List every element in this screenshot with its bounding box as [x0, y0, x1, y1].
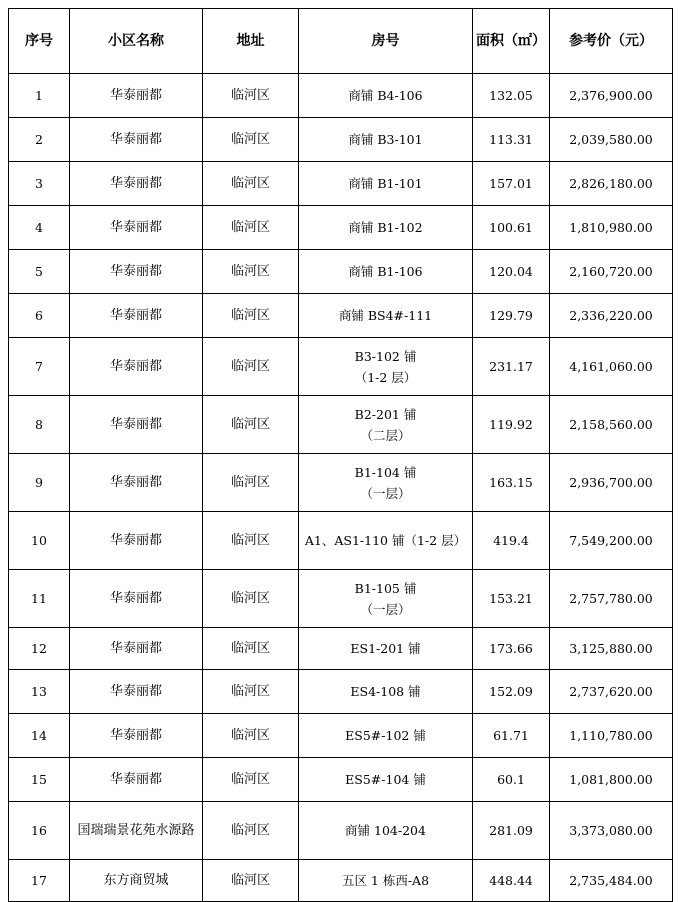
cell-address: 临河区: [203, 670, 299, 714]
cell-serial-number: 10: [9, 512, 70, 570]
cell-serial-number: 12: [9, 628, 70, 670]
cell-address: 临河区: [203, 714, 299, 758]
cell-reference-price: 2,336,220.00: [550, 294, 673, 338]
cell-community-name: 华泰丽都: [70, 338, 203, 396]
room-number-line: A1、AS1-110 铺（1-2 层）: [304, 533, 467, 548]
cell-reference-price: 2,735,484.00: [550, 860, 673, 902]
cell-room-number: [299, 860, 473, 902]
room-number-line: B1-105 铺: [354, 580, 417, 596]
cell-community-name: 华泰丽都: [70, 670, 203, 714]
table-row: [9, 758, 673, 802]
cell-serial-number: 9: [9, 454, 70, 512]
cell-reference-price: 4,161,060.00: [550, 338, 673, 396]
table-row: [9, 250, 673, 294]
cell-community-name: 华泰丽都: [70, 294, 203, 338]
cell-address: 临河区: [203, 512, 299, 570]
cell-room-number: [299, 338, 473, 396]
cell-reference-price: 1,110,780.00: [550, 714, 673, 758]
table-body: [9, 74, 673, 902]
cell-address: 临河区: [203, 454, 299, 512]
cell-reference-price: 3,125,880.00: [550, 628, 673, 670]
cell-room-number: [299, 570, 473, 628]
header-community-name: 小区名称: [70, 9, 203, 74]
cell-serial-number: 4: [9, 206, 70, 250]
cell-area: 419.4: [473, 512, 550, 570]
cell-reference-price: 3,373,080.00: [550, 802, 673, 860]
room-number-line: （二层）: [360, 427, 411, 443]
room-number-line: 商铺 B4-106: [348, 88, 423, 103]
cell-area: 448.44: [473, 860, 550, 902]
table-row: [9, 670, 673, 714]
cell-reference-price: 2,757,780.00: [550, 570, 673, 628]
cell-area: 120.04: [473, 250, 550, 294]
room-number-line: （一层）: [360, 485, 411, 501]
cell-community-name: 华泰丽都: [70, 206, 203, 250]
cell-area: 60.1: [473, 758, 550, 802]
room-number-line: B3-102 铺: [354, 348, 417, 364]
room-number-line: （1-2 层）: [354, 369, 417, 385]
cell-community-name: 华泰丽都: [70, 162, 203, 206]
room-number-line: 商铺 B3-101: [348, 132, 423, 147]
cell-address: 临河区: [203, 250, 299, 294]
cell-serial-number: 6: [9, 294, 70, 338]
cell-serial-number: 3: [9, 162, 70, 206]
cell-serial-number: 2: [9, 118, 70, 162]
header-address: 地址: [203, 9, 299, 74]
cell-area: 153.21: [473, 570, 550, 628]
table-row: [9, 570, 673, 628]
table-row: [9, 162, 673, 206]
cell-area: 100.61: [473, 206, 550, 250]
cell-address: 临河区: [203, 758, 299, 802]
cell-room-number: [299, 118, 473, 162]
table-row: [9, 294, 673, 338]
header-reference-price: 参考价（元）: [550, 9, 673, 74]
cell-address: 临河区: [203, 294, 299, 338]
cell-community-name: 华泰丽都: [70, 454, 203, 512]
cell-reference-price: 2,160,720.00: [550, 250, 673, 294]
header-area: 面积（㎡）: [473, 9, 550, 74]
room-number-line: ES5#-104 铺: [345, 772, 426, 787]
cell-address: 临河区: [203, 396, 299, 454]
table-row: [9, 802, 673, 860]
cell-room-number: [299, 250, 473, 294]
room-number-line: 商铺 B1-106: [348, 264, 423, 279]
cell-area: 231.17: [473, 338, 550, 396]
cell-address: 临河区: [203, 860, 299, 902]
header-room-number: 房号: [299, 9, 473, 74]
cell-room-number: [299, 206, 473, 250]
cell-reference-price: 2,936,700.00: [550, 454, 673, 512]
table-row: [9, 118, 673, 162]
cell-area: 119.92: [473, 396, 550, 454]
room-number-line: 商铺 104-204: [345, 823, 426, 838]
cell-room-number: [299, 670, 473, 714]
table-row: [9, 454, 673, 512]
table-row: [9, 628, 673, 670]
cell-address: 临河区: [203, 338, 299, 396]
cell-reference-price: 2,737,620.00: [550, 670, 673, 714]
cell-address: 临河区: [203, 206, 299, 250]
cell-room-number: [299, 74, 473, 118]
cell-community-name: 华泰丽都: [70, 396, 203, 454]
cell-reference-price: 2,826,180.00: [550, 162, 673, 206]
cell-area: 129.79: [473, 294, 550, 338]
cell-address: 临河区: [203, 74, 299, 118]
cell-area: 152.09: [473, 670, 550, 714]
cell-serial-number: 17: [9, 860, 70, 902]
cell-address: 临河区: [203, 628, 299, 670]
cell-room-number: [299, 512, 473, 570]
room-number-line: ES5#-102 铺: [345, 728, 426, 743]
table-row: [9, 714, 673, 758]
cell-community-name: 东方商贸城: [70, 860, 203, 902]
cell-area: 157.01: [473, 162, 550, 206]
cell-room-number: [299, 714, 473, 758]
cell-room-number: [299, 162, 473, 206]
cell-community-name: 华泰丽都: [70, 714, 203, 758]
cell-serial-number: 1: [9, 74, 70, 118]
cell-area: 281.09: [473, 802, 550, 860]
room-number-line: ES4-108 铺: [350, 684, 421, 699]
room-number-line: B2-201 铺: [354, 406, 417, 422]
cell-community-name: 国瑞瑞景花苑水源路: [70, 802, 203, 860]
table-row: [9, 74, 673, 118]
cell-address: 临河区: [203, 802, 299, 860]
table-header-row: [9, 9, 673, 74]
cell-community-name: 华泰丽都: [70, 74, 203, 118]
cell-community-name: 华泰丽都: [70, 570, 203, 628]
room-number-line: 五区 1 栋西-A8: [341, 873, 430, 888]
cell-room-number: [299, 396, 473, 454]
cell-serial-number: 13: [9, 670, 70, 714]
cell-reference-price: 2,158,560.00: [550, 396, 673, 454]
table-row: [9, 860, 673, 902]
cell-address: 临河区: [203, 118, 299, 162]
cell-area: 61.71: [473, 714, 550, 758]
room-number-line: （一层）: [360, 601, 411, 617]
cell-area: 173.66: [473, 628, 550, 670]
cell-area: 113.31: [473, 118, 550, 162]
table-row: [9, 396, 673, 454]
table-row: [9, 206, 673, 250]
header-serial-number: 序号: [9, 9, 70, 74]
cell-room-number: [299, 454, 473, 512]
cell-community-name: 华泰丽都: [70, 512, 203, 570]
cell-reference-price: 7,549,200.00: [550, 512, 673, 570]
table-row: [9, 338, 673, 396]
table-row: [9, 512, 673, 570]
cell-room-number: [299, 294, 473, 338]
cell-community-name: 华泰丽都: [70, 250, 203, 294]
cell-area: 163.15: [473, 454, 550, 512]
room-number-line: 商铺 BS4#-111: [338, 308, 433, 323]
cell-serial-number: 15: [9, 758, 70, 802]
cell-address: 临河区: [203, 162, 299, 206]
room-number-line: B1-104 铺: [354, 464, 417, 480]
cell-room-number: [299, 802, 473, 860]
cell-serial-number: 8: [9, 396, 70, 454]
cell-serial-number: 5: [9, 250, 70, 294]
cell-address: 临河区: [203, 570, 299, 628]
cell-serial-number: 16: [9, 802, 70, 860]
cell-community-name: 华泰丽都: [70, 118, 203, 162]
cell-reference-price: 1,810,980.00: [550, 206, 673, 250]
room-number-line: 商铺 B1-102: [348, 220, 423, 235]
property-price-table: [8, 8, 673, 902]
cell-community-name: 华泰丽都: [70, 758, 203, 802]
property-price-table-wrapper: [8, 8, 673, 902]
cell-reference-price: 1,081,800.00: [550, 758, 673, 802]
cell-serial-number: 7: [9, 338, 70, 396]
room-number-line: ES1-201 铺: [350, 641, 421, 656]
cell-reference-price: 2,376,900.00: [550, 74, 673, 118]
room-number-line: 商铺 B1-101: [348, 176, 423, 191]
cell-serial-number: 11: [9, 570, 70, 628]
cell-room-number: [299, 628, 473, 670]
cell-community-name: 华泰丽都: [70, 628, 203, 670]
cell-reference-price: 2,039,580.00: [550, 118, 673, 162]
cell-serial-number: 14: [9, 714, 70, 758]
cell-room-number: [299, 758, 473, 802]
cell-area: 132.05: [473, 74, 550, 118]
